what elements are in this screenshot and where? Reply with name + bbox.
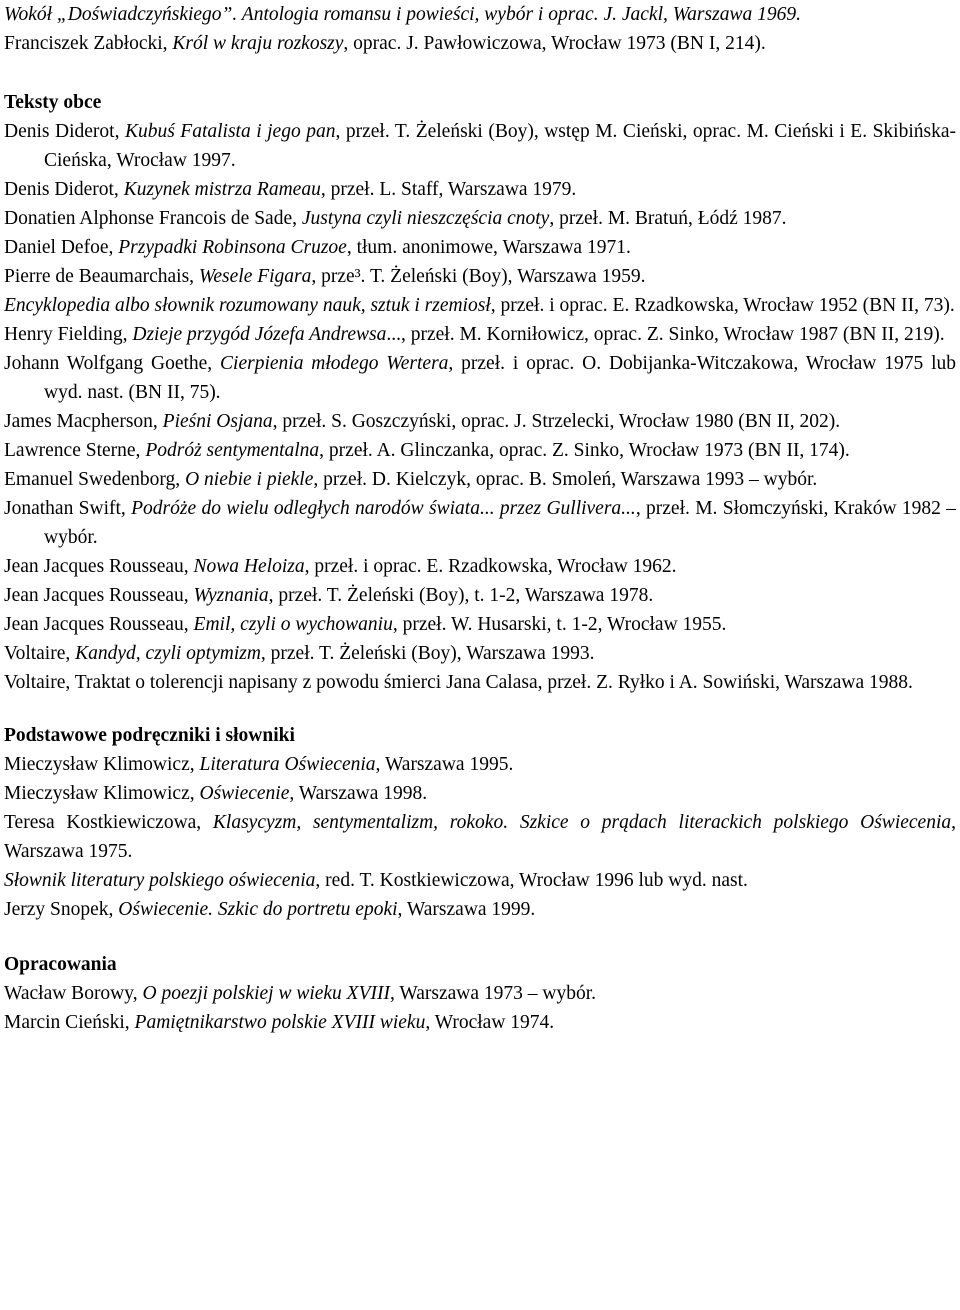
- entry-author: Denis Diderot,: [4, 121, 125, 142]
- bibliography-entry: [4, 407, 956, 436]
- bibliography-entry: [4, 29, 956, 58]
- section-podreczniki: [4, 721, 956, 924]
- entry-title: Cierpienia młodego Wertera: [220, 353, 449, 374]
- entry-title: Król w kraju rozkoszy: [172, 33, 344, 54]
- entry-author: Marcin Cieński,: [4, 1012, 135, 1033]
- section-opracowania: [4, 950, 956, 1037]
- entry-title: Kubuś Fatalista i jego pan: [124, 121, 336, 142]
- section-teksty-obce: [4, 88, 956, 697]
- entry-details: , Warszawa 1975.: [4, 812, 956, 862]
- entry-details: , Warszawa 1999.: [397, 899, 536, 920]
- entry-details: , Warszawa 1998.: [289, 783, 428, 804]
- entry-author: Jean Jacques Rousseau,: [4, 614, 194, 635]
- entry-author: Jean Jacques Rousseau,: [4, 585, 194, 606]
- entry-title: Oświecenie: [199, 783, 290, 804]
- entry-title: Podróż sentymentalna: [145, 440, 320, 461]
- bibliography-entry: [4, 639, 956, 668]
- entry-title: Wokół „Doświadczyńskiego”. Antologia romansu i powieści, wybór i oprac. J. Jackl, Warszawa 1969.: [4, 4, 801, 25]
- entry-author: Jean Jacques Rousseau,: [4, 556, 194, 577]
- bibliography-entry: [4, 0, 956, 29]
- entry-details: , przeł. A. Glinczanka, oprac. Z. Sinko, Wrocław 1973 (BN II, 174).: [319, 440, 850, 461]
- entry-title: Encyklopedia albo słownik rozumowany nauk, sztuk i rzemiosł: [4, 295, 491, 316]
- entry-author: Donatien Alphonse Francois de Sade,: [4, 208, 302, 229]
- entry-title: Pieśni Osjana: [162, 411, 273, 432]
- entry-details: , Warszawa 1973 – wybór.: [389, 983, 597, 1004]
- entry-author: Pierre de Beaumarchais,: [4, 266, 199, 287]
- bibliography-entry: [4, 320, 956, 349]
- entry-title: Oświecenie. Szkic do portretu epoki: [118, 899, 398, 920]
- entry-details: , przeł. L. Staff, Warszawa 1979.: [320, 179, 577, 200]
- entry-author: Henry Fielding,: [4, 324, 133, 345]
- bibliography-entry: [4, 779, 956, 808]
- entry-title: Kuzynek mistrza Rameau: [123, 179, 321, 200]
- entry-details: , prze³. T. Żeleński (Boy), Warszawa 1959.: [311, 266, 646, 287]
- entry-author: Wacław Borowy,: [4, 983, 143, 1004]
- entry-details: , przeł. T. Żeleński (Boy), wstęp M. Cieński, oprac. M. Cieński i E. Skibińska-Cieńska, Wrocław 1997.: [44, 121, 957, 171]
- bibliography-entry: [4, 668, 956, 697]
- bibliography-entry: [4, 494, 956, 552]
- entry-author: James Macpherson,: [4, 411, 163, 432]
- entry-title: Klasycyzm, sentymentalizm, rokoko. Szkice o prądach literackich polskiego Oświecenia: [212, 812, 952, 833]
- top-entries: [4, 0, 956, 58]
- entry-details: , przeł. W. Husarski, t. 1-2, Wrocław 1955.: [392, 614, 727, 635]
- entry-author: Jonathan Swift,: [4, 498, 132, 519]
- bibliography-entry: [4, 581, 956, 610]
- entry-details: ..., przeł. M. Korniłowicz, oprac. Z. Sinko, Wrocław 1987 (BN II, 219).: [386, 324, 945, 345]
- section-heading: Teksty obce: [4, 92, 102, 113]
- entry-author: Teresa Kostkiewiczowa,: [4, 812, 213, 833]
- entry-title: Podróże do wielu odległych narodów świata... przez Gullivera...: [131, 498, 636, 519]
- entry-title: Literatura Oświecenia: [199, 754, 376, 775]
- spacer: [4, 924, 956, 950]
- entry-author: Johann Wolfgang Goethe,: [4, 353, 221, 374]
- entry-details: , Wrocław 1974.: [425, 1012, 555, 1033]
- spacer: [4, 697, 956, 721]
- entry-title: Justyna czyli nieszczęścia cnoty: [301, 208, 550, 229]
- entry-title: O poezji polskiej w wieku XVIII: [142, 983, 390, 1004]
- entry-details: , przeł. i oprac. E. Rzadkowska, Wrocław 1962.: [304, 556, 677, 577]
- entry-title: O niebie i piekle: [185, 469, 314, 490]
- entry-details: , Warszawa 1995.: [375, 754, 514, 775]
- bibliography-entry: [4, 1008, 956, 1037]
- section-heading: Podstawowe podręczniki i słowniki: [4, 725, 295, 746]
- entry-title: Wyznania: [193, 585, 269, 606]
- bibliography-entry: [4, 979, 956, 1008]
- bibliography-entry: [4, 175, 956, 204]
- bibliography-entry: [4, 436, 956, 465]
- section-heading: Opracowania: [4, 954, 117, 975]
- entry-author: Denis Diderot,: [4, 179, 124, 200]
- bibliography-entry: [4, 808, 956, 866]
- bibliography-entry: [4, 204, 956, 233]
- document: [4, 0, 956, 1037]
- entry-title: Nowa Heloiza: [193, 556, 305, 577]
- entry-details: , oprac. J. Pawłowiczowa, Wrocław 1973 (BN I, 214).: [343, 33, 766, 54]
- entry-details: , przeł. M. Słomczyński, Kraków 1982 – wybór.: [44, 498, 957, 548]
- entry-details: , przeł. D. Kielczyk, oprac. B. Smoleń, Warszawa 1993 – wybór.: [313, 469, 818, 490]
- entry-details: , przeł. i oprac. E. Rzadkowska, Wrocław 1952 (BN II, 73).: [490, 295, 955, 316]
- spacer: [4, 58, 956, 88]
- entry-details: , przeł. M. Bratuń, Łódź 1987.: [549, 208, 787, 229]
- entry-details: , red. T. Kostkiewiczowa, Wrocław 1996 lub wyd. nast.: [315, 870, 748, 891]
- entry-author: Emanuel Swedenborg,: [4, 469, 186, 490]
- bibliography-entry: [4, 117, 956, 175]
- entry-title: Kandyd, czyli optymizm: [75, 643, 261, 664]
- entry-title: Przypadki Robinsona Cruzoe: [118, 237, 347, 258]
- bibliography-entry: [4, 465, 956, 494]
- bibliography-entry: [4, 291, 956, 320]
- bibliography-entry: [4, 262, 956, 291]
- entry-details: , przeł. T. Żeleński (Boy), t. 1-2, Warszawa 1978.: [268, 585, 654, 606]
- entry-details: , przeł. i oprac. O. Dobijanka-Witczakowa, Wrocław 1975 lub wyd. nast. (BN II, 75).: [44, 353, 956, 403]
- entry-author: Mieczysław Klimowicz,: [4, 783, 200, 804]
- entry-author: Daniel Defoe,: [4, 237, 119, 258]
- bibliography-entry: [4, 552, 956, 581]
- entry-text: Voltaire, Traktat o tolerencji napisany z powodu śmierci Jana Calasa, przeł. Z. Ryłko i A. Sowiński, Warszawa 1988.: [4, 672, 913, 693]
- entry-title: Słownik literatury polskiego oświecenia: [4, 870, 316, 891]
- bibliography-entry: [4, 610, 956, 639]
- entry-details: , przeł. T. Żeleński (Boy), Warszawa 1993.: [260, 643, 595, 664]
- entry-title: Wesele Figara: [198, 266, 312, 287]
- entry-title: Dzieje przygód Józefa Andrewsa: [132, 324, 387, 345]
- bibliography-entry: [4, 895, 956, 924]
- entry-details: , przeł. S. Goszczyński, oprac. J. Strzelecki, Wrocław 1980 (BN II, 202).: [272, 411, 841, 432]
- bibliography-entry: [4, 866, 956, 895]
- entry-title: Pamiętnikarstwo polskie XVIII wieku: [134, 1012, 426, 1033]
- entry-author: Voltaire,: [4, 643, 76, 664]
- entry-author: Franciszek Zabłocki,: [4, 33, 173, 54]
- bibliography-entry: [4, 750, 956, 779]
- entry-author: Mieczysław Klimowicz,: [4, 754, 200, 775]
- bibliography-entry: [4, 349, 956, 407]
- bibliography-entry: [4, 233, 956, 262]
- entry-details: , tłum. anonimowe, Warszawa 1971.: [346, 237, 631, 258]
- entry-author: Jerzy Snopek,: [4, 899, 119, 920]
- entry-author: Lawrence Sterne,: [4, 440, 146, 461]
- entry-title: Emil, czyli o wychowaniu: [193, 614, 393, 635]
